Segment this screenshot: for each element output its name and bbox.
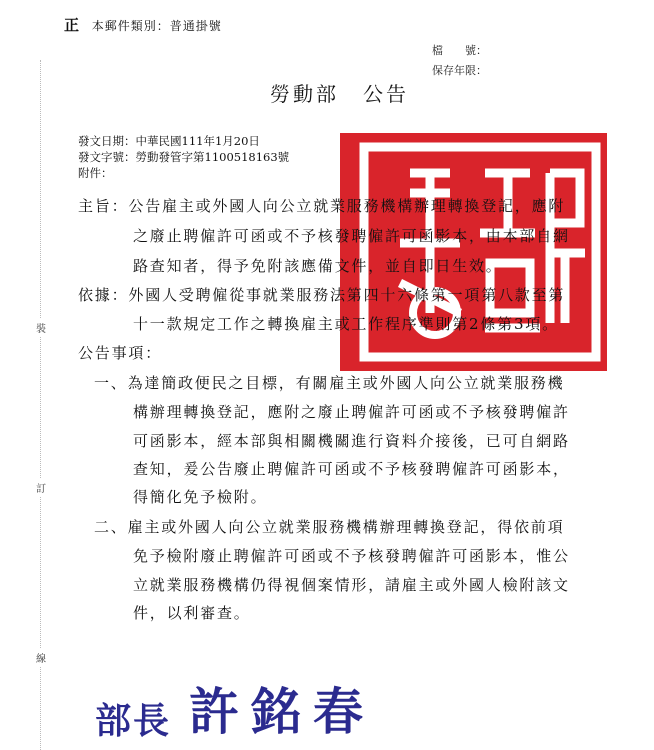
attachment-label: 附件： [78,166,113,180]
notice-item-1-line-1: 一、為達簡政便民之目標，有關雇主或外國人向公立就業服務機 [94,374,565,392]
signature-title: 部長 [95,701,172,742]
copy-mark: 正 [64,16,81,34]
notice-item-2-line-3: 立就業服務機構仍得視個案情形，請雇主或外國人檢附該文 [133,576,570,594]
mail-class: 本郵件類別：普通掛號 [91,19,222,33]
retention-label: 保存年限： [432,64,487,77]
document-number: 發文字號：勞動發管字第1100518163號 [78,150,290,164]
binding-line [40,60,41,750]
binding-mark-xian: 線 [36,648,46,667]
mail-class-header [64,14,222,35]
subject-line-2: 之廢止聘僱許可函或不予核發聘僱許可函影本，由本部自網 [133,227,570,245]
subject-line-3: 路查知者，得予免附該應備文件，並自即日生效。 [133,257,503,275]
basis-line-2: 十一款規定工作之轉換雇主或工作程序準則第2條第3項。 [133,315,559,333]
agency-name: 勞動部 [270,82,339,106]
notice-item-1-line-2: 構辦理轉換登記，應附之廢止聘僱許可函或不予核發聘僱許 [133,403,570,421]
issue-date: 發文日期：中華民國111年1月20日 [78,134,260,148]
notice-item-2-line-4: 件，以利審查。 [133,604,251,622]
doc-type: 公告 [363,82,409,106]
file-number-label: 檔 號： [432,44,487,57]
document-title [270,78,409,107]
notice-item-2-line-1: 二、雇主或外國人向公立就業服務機構辦理轉換登記，得依前項 [94,518,565,536]
notice-item-1-line-4: 查知，爰公告廢止聘僱許可函或不予核發聘僱許可函影本， [133,460,570,478]
binding-mark-ding: 訂 [36,478,46,497]
minister-signature [95,672,375,744]
notice-item-1-line-5: 得簡化免予檢附。 [133,488,268,506]
official-seal-stamp [340,133,607,371]
basis-line-1: 依據：外國人受聘僱從事就業服務法第四十六條第一項第八款至第 [78,286,566,304]
notice-heading: 公告事項： [78,344,163,362]
notice-item-1-line-3: 可函影本，經本部與相關機關進行資料介接後，已可自網路 [133,432,570,450]
notice-item-2-line-2: 免予檢附廢止聘僱許可函或不予核發聘僱許可函影本，惟公 [133,547,570,565]
signature-name: 許銘春 [189,683,376,741]
binding-mark-zhuang: 裝 [36,318,46,337]
subject-line-1: 主旨：公告雇主或外國人向公立就業服務機構辦理轉換登記，應附 [78,197,566,215]
